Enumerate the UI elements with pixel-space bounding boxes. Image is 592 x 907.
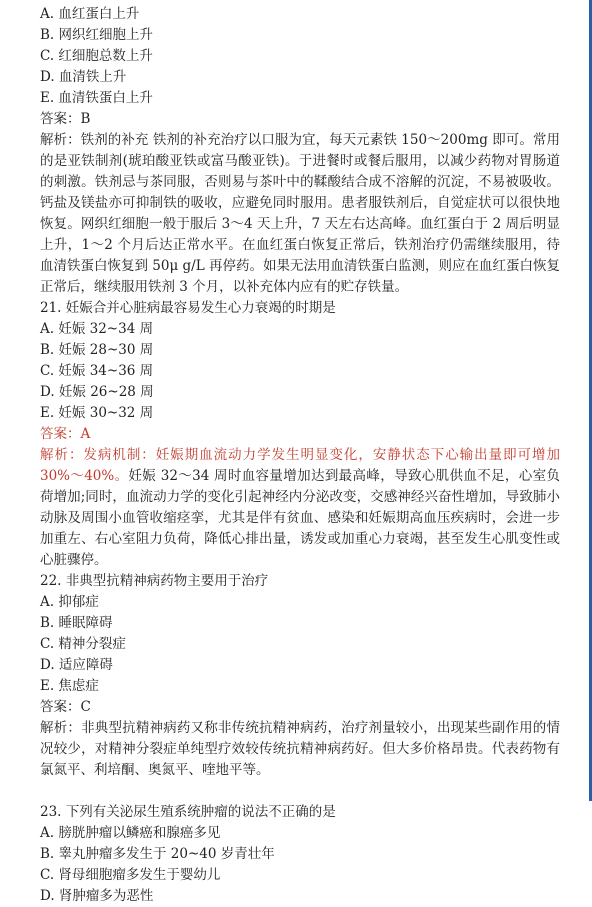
q21-option-e: E. 妊娠 30~32 周 [40, 405, 154, 421]
q22-analysis: 解析：非典型抗精神病药又称非传统抗精神病药，治疗剂量较小，出现某些副作用的情况较少，对精神分裂症单纯型疗效较传统抗精神病药好。但大多价格昂贵。代表药物有氯氮平、利培酮、奥氮平、喹地平等。 [40, 720, 560, 778]
q21-answer: 答案：A [40, 426, 91, 442]
q21-option-c: C. 妊娠 34~36 周 [40, 363, 154, 379]
q20-option-d: D. 血清铁上升 [40, 69, 127, 85]
q22-options [40, 592, 560, 697]
q22-option-e: E. 焦虑症 [40, 678, 99, 694]
q20-answer: 答案：B [40, 111, 91, 127]
q23-option-b: B. 睾丸肿瘤多发生于 20~40 岁青壮年 [40, 846, 275, 862]
q20-option-c: C. 红细胞总数上升 [40, 48, 153, 64]
q21-stem: 21. 妊娠合并心脏病最容易发生心力衰竭的时期是 [40, 300, 336, 316]
q21-option-b: B. 妊娠 28~30 周 [40, 342, 154, 358]
document-page [40, 4, 560, 907]
q23-option-a: A. 膀胱肿瘤以鳞癌和腺癌多见 [40, 825, 221, 841]
q20-option-b: B. 网织红细胞上升 [40, 27, 154, 43]
q23-option-d: D. 肾肿瘤多为恶性 [40, 888, 154, 904]
q22-option-c: C. 精神分裂症 [40, 636, 126, 652]
spacer [40, 781, 560, 802]
q22-answer: 答案：C [40, 699, 91, 715]
q20-option-a: A. 血红蛋白上升 [40, 6, 140, 22]
q21-option-a: A. 妊娠 32~34 周 [40, 321, 154, 337]
q22-stem: 22. 非典型抗精神病药物主要用于治疗 [40, 573, 269, 589]
q21-analysis-highlight: 解析：发病机制：妊娠期血流动力学发生明显变化，安静状态下心输出量即可增加 30%～40%。 [40, 447, 560, 484]
q23-options [40, 823, 560, 907]
q23-stem: 23. 下列有关泌尿生殖系统肿瘤的说法不正确的是 [40, 804, 336, 820]
q21-analysis-rest: 妊娠 32～34 周时血容量增加达到最高峰，导致心肌供血不足，心室负荷增加;同时，血流动力学的变化引起神经内分泌改变，交感神经兴奋性增加，导致肺小动脉及周围小血管收缩痉挛，尤其是伴有贫血、感染和妊娠期高血压疾病时，会进一步加重左、右心室阻力负荷，降低心排出量，诱发或加重心力衰竭，甚至发生心肌变性或心脏骤停。 [40, 468, 560, 568]
q22-option-b: B. 睡眠障碍 [40, 615, 113, 631]
q22-option-d: D. 适应障碍 [40, 657, 113, 673]
q20-option-e: E. 血清铁蛋白上升 [40, 90, 153, 106]
q21-option-d: D. 妊娠 26~28 周 [40, 384, 154, 400]
q21-options [40, 319, 560, 424]
q21-analysis [40, 445, 560, 571]
q23-option-c: C. 肾母细胞瘤多发生于婴幼儿 [40, 867, 221, 883]
q20-options [40, 4, 560, 109]
q20-analysis: 解析：铁剂的补充 铁剂的补充治疗以口服为宜，每天元素铁 150～200mg 即可。常用的是亚铁制剂(琥珀酸亚铁或富马酸亚铁)。于进餐时或餐后服用，以减少药物对胃肠道的刺激。铁剂忌与茶同服，否则易与茶叶中的鞣酸结合成不溶解的沉淀，不易被吸收。钙盐及镁盐亦可抑制铁的吸收，应避免同时服用。患者服铁剂后，自觉症状可以很快地恢复。网织红细胞一般于服后 3～4 天上升，7 天左右达高峰。血红蛋白于 2 周后明显上升，1～2 个月后达正常水平。在血红蛋白恢复正常后，铁剂治疗仍需继续服用，待血清铁蛋白恢复到 50μ g/L 再停药。如果无法用血清铁蛋白监测，则应在血红蛋白恢复正常后，继续服用铁剂 3 个月，以补充体内应有的贮存铁量。 [40, 132, 560, 295]
q22-option-a: A. 抑郁症 [40, 594, 99, 610]
